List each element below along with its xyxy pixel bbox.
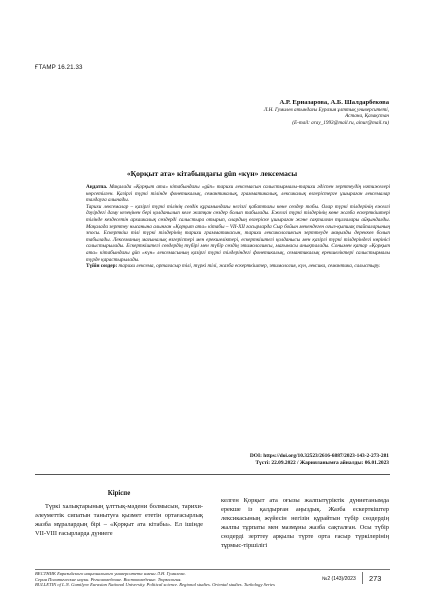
page-number: 273 (369, 574, 382, 583)
footer-line-2: Серия Политические науки. Регионоведение. Востоковедение. Тюркология. (35, 576, 182, 582)
footer-line-3: BULLETIN of L.N. Gumilyov Eurasian National University. Political science. Regional studies. Oriental studies. Turkology Series (35, 582, 275, 588)
footer-line-1: ВЕСТНИК Евразийского национального университета имени Л.Н. Гумилева. (35, 571, 186, 576)
abstract-text-1: Мақалада «Қорқыт ата» кітабындағы «gün» тарихи лексемасын салыстырмалы-тарихи әдіспен зерттеудің нәтижелері көрсетілген. Қазіргі түркі тілінде фонетикалық, семантикалық, грамматикалық, лексикалық өзгерістерге ұшыраған лексемалар талдауға алынады. (86, 184, 391, 204)
author-email: (E-mail: aray_1993@mail.ru, ainur@mail.ru) (292, 119, 389, 126)
author-block (129, 99, 389, 126)
body-paragraph-left: Түркі халықтарының ұлттық-мәдени болмысын, тарихи-әлеуметтік сипатын танытуға қызмет ететін ортағасырлық жазба мұралардың бірі – «Қорқыт ата кітабы». Ел ішінде VII-VIII ғасырларда дүниеге (35, 503, 203, 538)
body-column-left (35, 489, 203, 538)
article-meta (250, 453, 389, 467)
body-column-right (221, 496, 389, 551)
footer-separator (362, 572, 363, 584)
received-published-dates: Түсті: 22.09.2022 / Жарияланымға айналды: 06.01.2023 (255, 460, 389, 466)
author-names: А.Р. Ерназарова, А.Б. Шалдарбекова (279, 99, 389, 106)
section-divider (35, 474, 390, 475)
doi-link[interactable]: DOI: https://doi.org/10.32523/2616-6887/2023-143-2-273-281 (249, 453, 389, 459)
abstract-label: Аңдатпа. (86, 184, 108, 190)
classification-code: ҒТАМР 16.21.33 (35, 64, 83, 71)
abstract (86, 184, 390, 270)
issue-number: №2 (143)/2023 (322, 576, 356, 582)
keywords-label: Түйін сөздер: (86, 263, 118, 270)
keywords-text: тарихи лексема, ортағасыр тілі, түркі тілі, жазба ескерткіштер, этимология, күн, лексика, семантика, салыстыру. (118, 263, 381, 270)
footer-divider (35, 569, 390, 570)
body-paragraph-right: келген Қорқыт ата оғызы жалпытүріктік дүниетанымда ерекше із қалдырған аңыздық. Жазба ескерткіштер лексикасының жүйесін негізін құрайтын түбір сөздердің жалпы тұрпаты мен мазмұны жазба сақталған. Осы түбір сөздерді зерттеу арқылы түрте орта ғасыр түркілерінің тұрмыс-тіршілігі (221, 497, 389, 550)
abstract-text-2: Тарихи лексемалар – қазіргі түркі тілінің сөздік құрамындағы негізгі қабаттағы көне сөздер тобы. Олар түркі тілдерінің ежелгі дәуірдегі даму кезеңінен бері қолданылып келе жатқан сөздер болып табылады. Ежелгі түркі тілдерінің көне жазба ескерткіштері тілінде кездесетін архаикалық сөздерді салыстыра отырып, олардың өзгеріске ұшыраған және сақталған тұлғалары айқындалды. Мақалада зерттеу нысанына алынған «Қорқыт ата» кітабы – VII-XII ғасырларда Сыр бойын мекендеген оғыз-қыпшақ тайпаларының эпосы. Ескерткіш тілі түркі тілдерінің тарихи грамматикасын, тарихи лексикологиясын зерттеуде маңызды дереккөз болып табылады. Лексеманың мағыналық өзгерістері мен ерекшеліктері, ескерткіштегі қолданысы мен қазіргі түркі тілдеріндегі көрінісі салыстырылады. Ескерткіштегі сөздердің түбірі мен түбір сөздің этимологиясы, мағынасы анықталады. Сонымен қатар «Қорқыт ата» кітабындағы gün «күн» лексемасының қазіргі түркі тілдеріндегі фонетикалық, семантикалық ерекшеліктері салыстырмалы түрде қарастырылады. (86, 203, 390, 263)
abstract-para-1 (86, 184, 390, 204)
keywords-para (86, 263, 390, 270)
article-title: «Қорқыт ата» кітабындағы gün «күн» лексемасы (126, 169, 298, 178)
journal-footer (35, 571, 315, 588)
affiliation-line-2: Астана, Қазақстан (345, 113, 389, 120)
affiliation-line-1: Л.Н. Гумилев атындағы Еуразия ұлттық университеті, (263, 107, 389, 113)
intro-heading: Кіріспе (107, 490, 131, 497)
abstract-para-2 (86, 204, 390, 263)
